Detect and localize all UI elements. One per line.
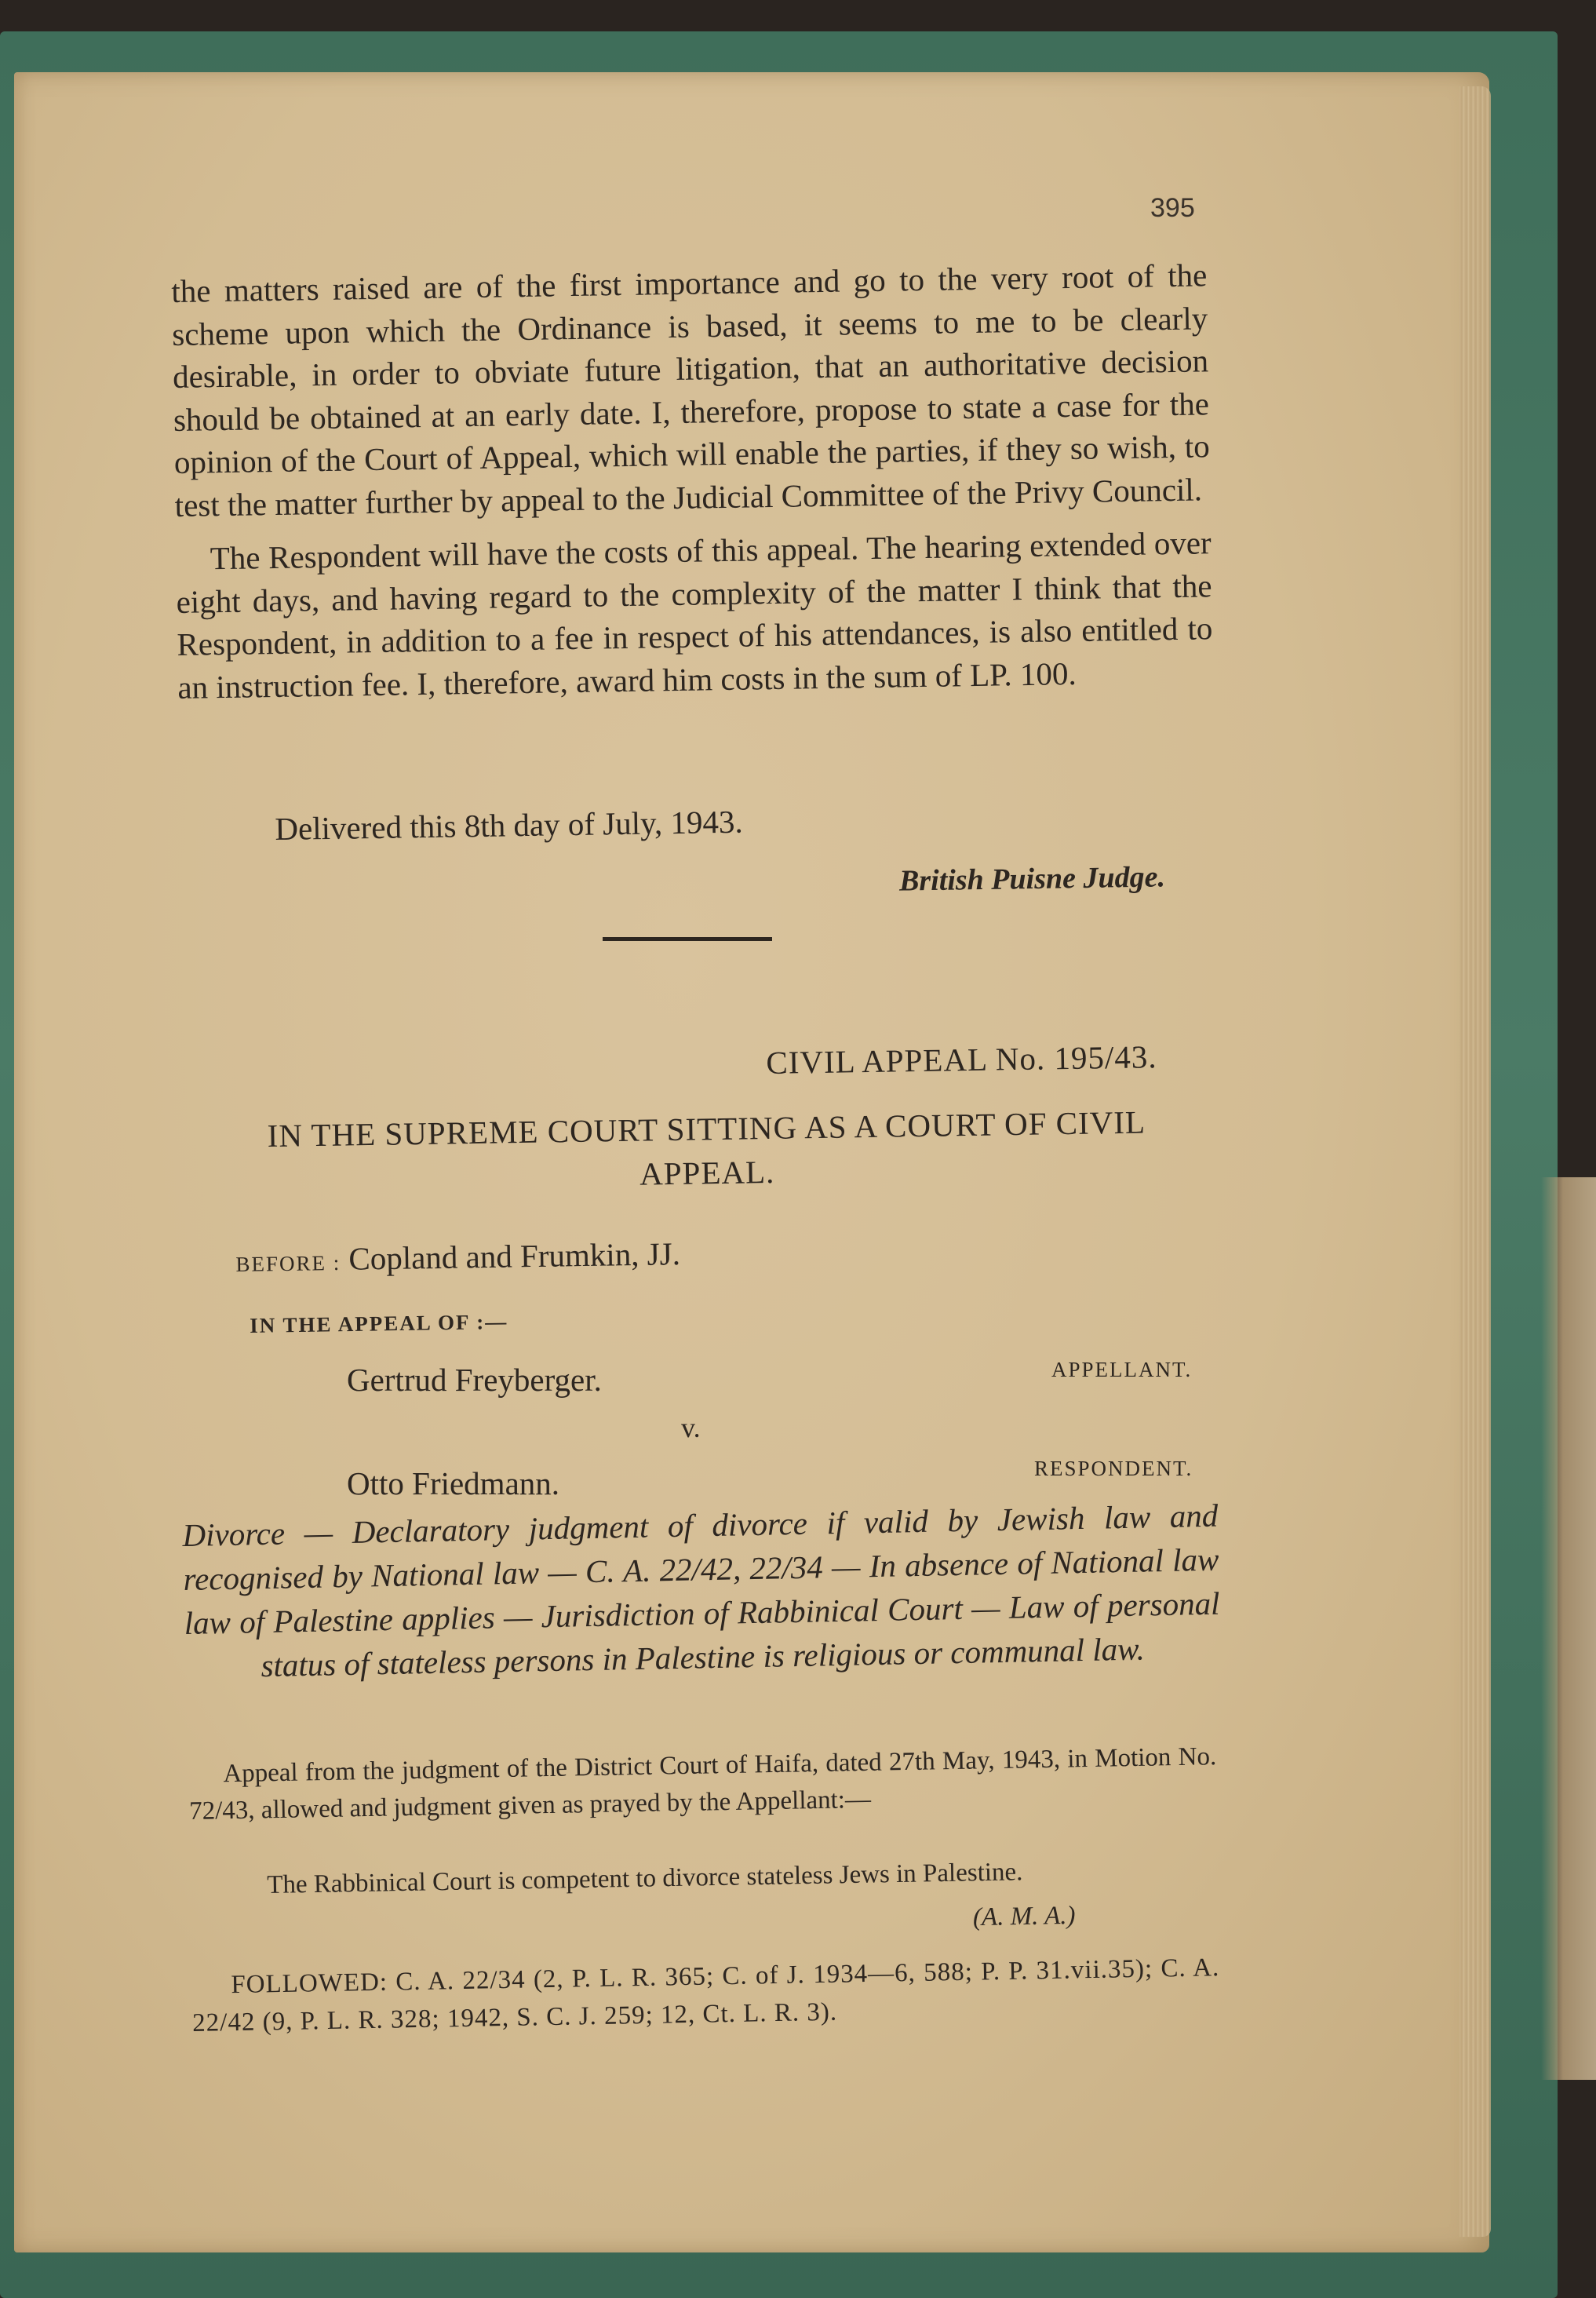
case-number: CIVIL APPEAL No. 195/43. [766, 1038, 1157, 1081]
appeal-of-label: IN THE APPEAL OF :— [250, 1309, 508, 1337]
court-title: IN THE SUPREME COURT SITTING AS A COURT OF CIVIL APPEAL. [267, 1103, 1146, 1192]
versus-mark: v. [681, 1412, 701, 1443]
holding-statement: The Rabbinical Court is competent to divorce stateless Jews in Palestine. [267, 1858, 1023, 1899]
section-divider [603, 937, 772, 941]
body-paragraph-2: The Respondent will have the costs of this appeal. The hearing extended over eight days, and having regard to the complexity of the matter I think that the Respondent, in addition to a fee in respect of his attendances, is also entitled to an instruction fee. I, therefore, award him costs in the sum of LP. 100. [176, 524, 1213, 706]
worn-cover-edge [1541, 1177, 1596, 2080]
respondent-name: Otto Friedmann. [347, 1465, 560, 1501]
page-number: 395 [1150, 193, 1195, 223]
headnote: Divorce — Declaratory judgment of divorce if valid by Jewish law and recognised by National law — C. A. 22/42, 22/34 — In absence of National law law of Palestine applies — Jurisdiction of Rabbinical Court — Law of personal status of stateless persons in Palestine is religious or communal law. [182, 1497, 1220, 1684]
delivered-line: Delivered this 8th day of July, 1943. [275, 803, 743, 847]
judgment-body [171, 254, 1214, 720]
page-stack-edge [1459, 86, 1491, 2237]
body-paragraph-1: the matters raised are of the first importance and go to the very root of the scheme upon which the Ordinance is based, it seems to me to be clearly desirable, in order to obviate future litigation, that an authoritative decision should be obtained at an early date. I, therefore, propose to state a case for the opinion of the Court of Appeal, which will enable the parties, if they so wish, to test the matter further by appeal to the Judicial Committee of the Privy Council. [171, 257, 1211, 523]
appellant-name: Gertrud Freyberger. [347, 1362, 602, 1398]
before-label: BEFORE : [235, 1250, 341, 1276]
appeal-from-paragraph: Appeal from the judgment of the District Court of Haifa, dated 27th May, 1943, in Motion No. 72/43, allowed and judgment given as prayed by the Appellant:— [188, 1742, 1217, 1826]
judge-signature: British Puisne Judge. [898, 860, 1166, 898]
bench-judges: Copland and Frumkin, JJ. [348, 1235, 681, 1277]
appellant-role: APPELLANT. [1051, 1358, 1193, 1381]
followed-citations: FOLLOWED: C. A. 22/34 (2, P. L. R. 365; C. of J. 1934—6, 588; P. P. 31.vii.35); C. A. 22/42 (9, P. L. R. 328; 1942, S. C. J. 259; 12, Ct. L. R. 3). [191, 1953, 1220, 2037]
reporter-initials: (A. M. A.) [972, 1901, 1076, 1932]
respondent-role: RESPONDENT. [1034, 1457, 1193, 1480]
bench-line [235, 1235, 680, 1279]
